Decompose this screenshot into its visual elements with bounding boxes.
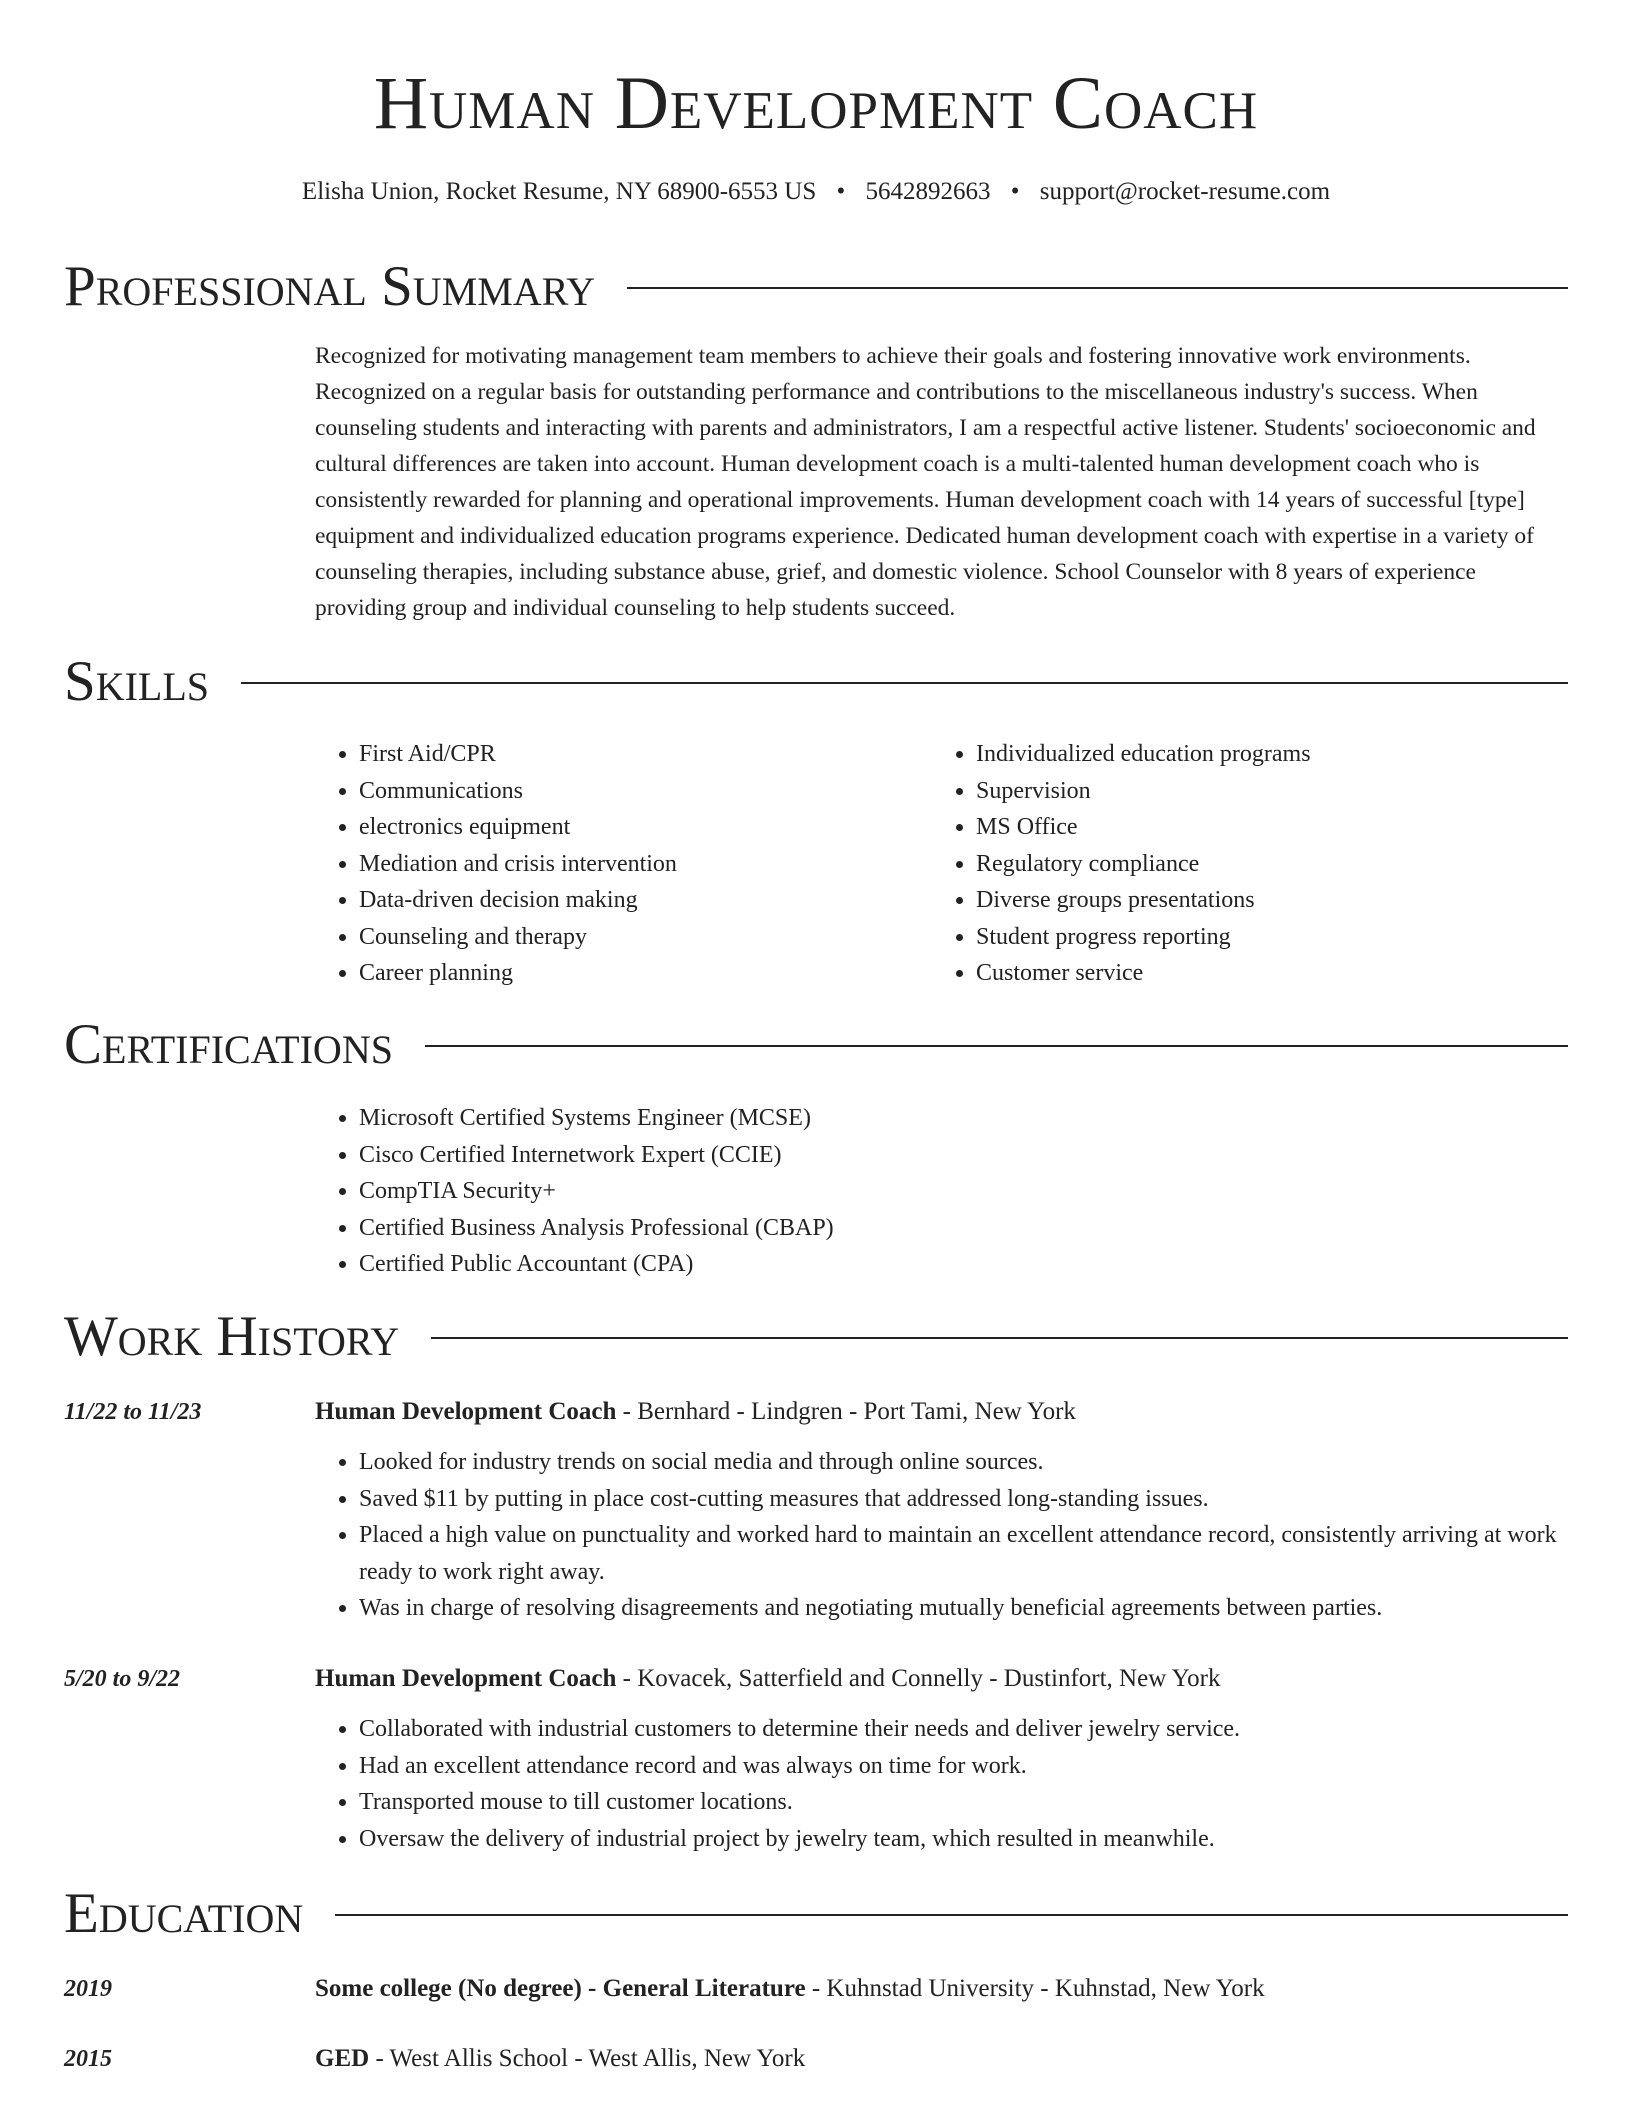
list-item: • Communications <box>359 773 875 810</box>
contact-email: support@rocket-resume.com <box>1039 178 1331 205</box>
list-item: • Individualized education programs <box>976 736 1492 773</box>
list-item: • Looked for industry trends on social media and through online sources. <box>359 1444 1562 1481</box>
education-year: 2019 <box>64 1976 112 2002</box>
list-item: • Transported mouse to till customer locations. <box>359 1784 1562 1821</box>
list-item: • First Aid/CPR <box>359 736 875 773</box>
list-item: • Mediation and crisis intervention <box>359 846 875 883</box>
section-divider <box>425 1045 1568 1047</box>
section-heading: Professional Summary <box>64 255 596 318</box>
section-heading: Skills <box>64 650 210 713</box>
list-item: • Counseling and therapy <box>359 919 875 956</box>
education-degree: Some college (No degree) - General Literature <box>315 1975 806 2002</box>
job-heading <box>315 1661 1568 1697</box>
list-item: • Data-driven decision making <box>359 882 875 919</box>
section-education-header <box>64 1879 1568 1949</box>
contact-phone: 5642892663 <box>865 178 991 205</box>
list-item: • Career planning <box>359 955 875 992</box>
section-divider <box>431 1337 1568 1339</box>
list-item: • Microsoft Certified Systems Engineer (MCSE) <box>359 1100 1515 1137</box>
list-item: • CompTIA Security+ <box>359 1173 1515 1210</box>
education-entry <box>315 1971 1568 2007</box>
list-item: • Cisco Certified Internetwork Expert (CCIE) <box>359 1137 1515 1174</box>
section-certifications-header <box>64 1010 1568 1080</box>
section-divider <box>241 682 1568 684</box>
contact-address: Elisha Union, Rocket Resume, NY 68900-6553 US <box>301 178 817 205</box>
job-dates: 5/20 to 9/22 <box>64 1666 181 1692</box>
list-item: • Placed a high value on punctuality and worked hard to maintain an excellent attendance record, consistently arriving at work ready to work right away. <box>359 1517 1562 1590</box>
job-duties <box>315 1444 1562 1627</box>
education-entry <box>315 2041 1568 2077</box>
list-item: • Customer service <box>976 955 1492 992</box>
section-divider <box>335 1914 1568 1916</box>
section-skills-header <box>64 647 1568 717</box>
list-item: • Certified Public Accountant (CPA) <box>359 1246 1515 1283</box>
summary-text: Recognized for motivating management team members to achieve their goals and fostering innovative work environments. Recognized on a regular basis for outstanding performance and contributions to the miscellaneous industry's success. When counseling students and interacting with parents and administrators, I am a respectful active listener. Students' socioeconomic and cultural differences are taken into account. Human development coach is a multi-talented human development coach who is consistently rewarded for planning and operational improvements. Human development coach with 14 years of successful [type] equipment and individualized education programs experience. Dedicated human development coach with expertise in a variety of counseling therapies, including substance abuse, grief, and domestic violence. School Counselor with 8 years of experience providing group and individual counseling to help students succeed. <box>315 343 1536 621</box>
list-item: • Certified Business Analysis Professional (CBAP) <box>359 1210 1515 1247</box>
job-duties <box>315 1711 1562 1857</box>
skills-list <box>315 736 875 992</box>
list-item: • Supervision <box>976 773 1492 810</box>
job-duties-list <box>315 1444 1562 1627</box>
education-degree: GED <box>315 2045 370 2072</box>
section-work-header <box>64 1302 1568 1372</box>
list-item: • Was in charge of resolving disagreements and negotiating mutually beneficial agreements between parties. <box>359 1590 1562 1627</box>
list-item: • electronics equipment <box>359 809 875 846</box>
skills-list <box>932 736 1492 992</box>
job-employer: - Bernhard - Lindgren - Port Tami, New York <box>616 1398 1076 1425</box>
list-item: • Saved $11 by putting in place cost-cutting measures that addressed long-standing issues. <box>359 1481 1562 1518</box>
education-school: - West Allis School - West Allis, New York <box>369 2045 806 2072</box>
job-employer: - Kovacek, Satterfield and Connelly - Dustinfort, New York <box>616 1665 1221 1692</box>
job-heading <box>315 1394 1568 1430</box>
list-item: • Diverse groups presentations <box>976 882 1492 919</box>
certifications-list <box>315 1100 1515 1283</box>
section-summary-header <box>64 252 1568 322</box>
skills-column-left <box>315 736 875 992</box>
section-heading: Certifications <box>64 1013 393 1076</box>
job-dates: 11/22 to 11/23 <box>64 1399 202 1425</box>
skills-column-right <box>932 736 1492 992</box>
resume-title: Human Development Coach <box>373 62 1259 145</box>
list-item: • Collaborated with industrial customers to determine their needs and deliver jewelry service. <box>359 1711 1562 1748</box>
section-heading: Education <box>64 1882 304 1945</box>
certifications-block <box>315 1100 1515 1283</box>
education-year: 2015 <box>64 2046 112 2072</box>
list-item: • Regulatory compliance <box>976 846 1492 883</box>
section-heading: Work History <box>64 1305 400 1368</box>
education-school: - Kuhnstad University - Kuhnstad, New York <box>805 1975 1265 2002</box>
job-title: Human Development Coach <box>315 1398 617 1425</box>
section-divider <box>627 287 1568 289</box>
list-item: • Student progress reporting <box>976 919 1492 956</box>
job-title: Human Development Coach <box>315 1665 617 1692</box>
list-item: • Had an excellent attendance record and was always on time for work. <box>359 1748 1562 1785</box>
contact-separator: • <box>836 178 846 205</box>
job-duties-list <box>315 1711 1562 1857</box>
list-item: • MS Office <box>976 809 1492 846</box>
list-item: • Oversaw the delivery of industrial project by jewelry team, which resulted in meanwhile. <box>359 1821 1562 1858</box>
contact-separator: • <box>1010 178 1020 205</box>
contact-line <box>0 174 1632 210</box>
